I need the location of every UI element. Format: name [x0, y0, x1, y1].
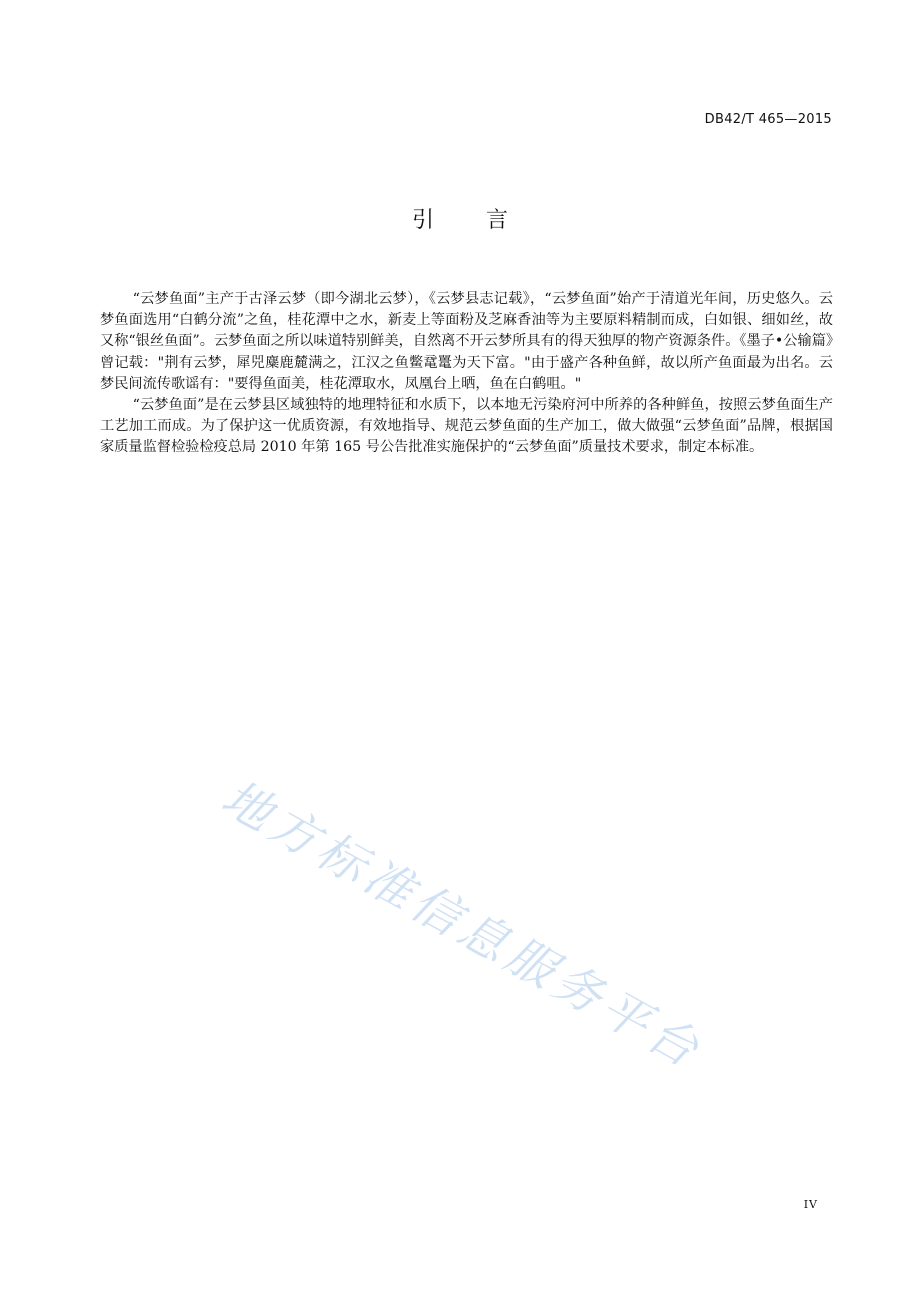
page-title: 引言 [411, 208, 560, 233]
introduction-body [100, 289, 833, 459]
page-number: IV [803, 1198, 818, 1211]
watermark: 地方标准信息服务平台 [212, 769, 712, 1081]
paragraph-1: “云梦鱼面”主产于古泽云梦（即今湖北云梦），《云梦县志记载》，“云梦鱼面”始产于清道光年间，历史悠久。云梦鱼面选用“白鹤分流”之鱼，桂花潭中之水，新麦上等面粉及芝麻香油等为主要原料精制而成，白如银、细如丝，故又称“银丝鱼面”。云梦鱼面之所以味道特别鲜美，自然离不开云梦所具有的得天独厚的物产资源条件。《墨子•公输篇》曾记载："荆有云梦，犀兕麋鹿麓满之，江汉之鱼鳖鼋鼍为天下富。"由于盛产各种鱼鲜，故以所产鱼面最为出名。云梦民间流传歌谣有："要得鱼面美，桂花潭取水，凤凰台上晒，鱼在白鹤咀。" [100, 291, 833, 392]
standard-code: DB42/T 465—2015 [704, 112, 832, 127]
paragraph-2: “云梦鱼面”是在云梦县区域独特的地理特征和水质下，以本地无污染府河中所养的各种鲜鱼，按照云梦鱼面生产工艺加工而成。为了保护这一优质资源，有效地指导、规范云梦鱼面的生产加工，做大做强“云梦鱼面”品牌，根据国家质量监督检验检疫总局 2010 年第 165 号公告批准实施保护的“云梦鱼面”质量技术要求，制定本标准。 [100, 397, 833, 456]
